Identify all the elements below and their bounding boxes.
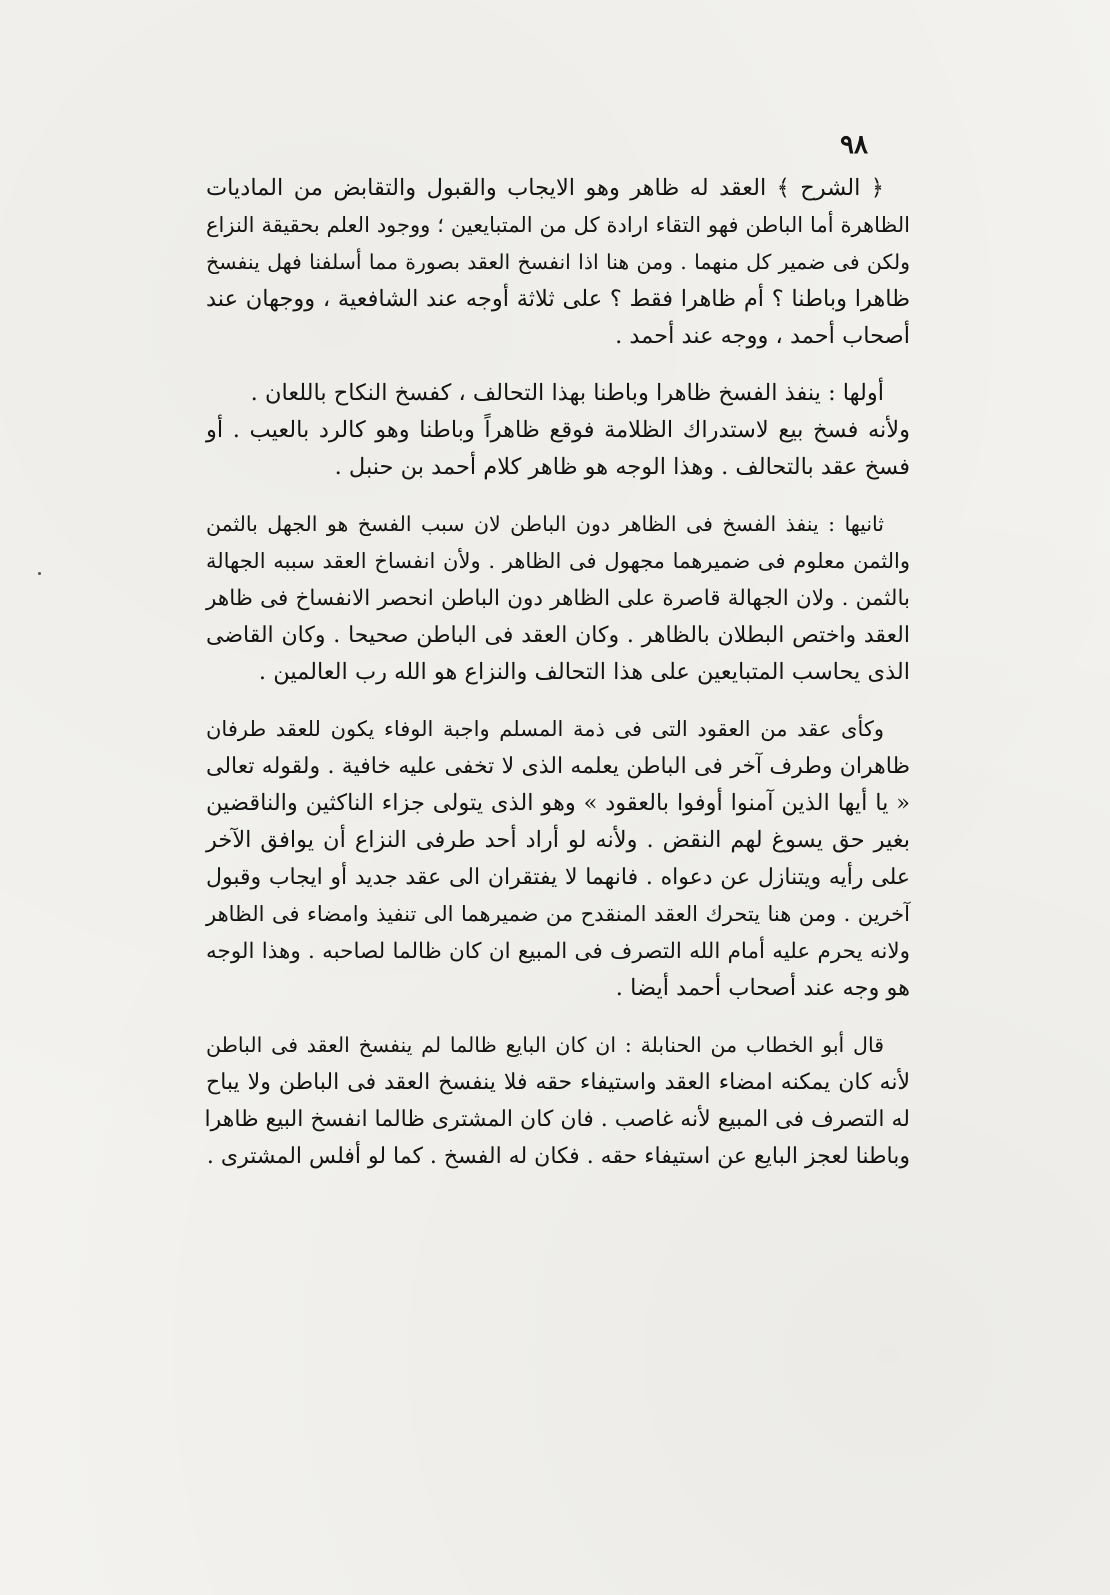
text-line: وكأى عقد من العقود التى فى ذمة المسلم واجبة الوفاء يكون للعقد طرفان bbox=[206, 717, 884, 741]
text-line: قال أبو الخطاب من الحنابلة : ان كان البايع ظالما لم ينفسخ العقد فى الباطن bbox=[206, 1033, 884, 1057]
text-line: ولكن فى ضمير كل منهما . ومن هنا اذا انفسخ العقد بصورة مما أسلفنا فهل ينفسخ bbox=[206, 250, 910, 274]
text-line: فسخ عقد بالتحالف . وهذا الوجه هو ظاهر كلام أحمد بن حنبل . bbox=[334, 454, 910, 480]
text-line: والثمن معلوم فى ضميرهما مجهول فى الظاهر . ولأن انفساخ العقد سببه الجهالة bbox=[206, 549, 910, 573]
page-number: ٩٨ bbox=[840, 130, 868, 160]
text-line: ولانه يحرم عليه أمام الله التصرف فى المبيع ان كان ظالما لصاحبه . وهذا الوجه bbox=[206, 939, 910, 964]
text-line: ﴿ الشرح ﴾ العقد له ظاهر وهو الايجاب والقبول والتقابض من الماديات bbox=[206, 175, 884, 201]
text-line: « يا أيها الذين آمنوا أوفوا بالعقود » وهو الذى يتولى جزاء الناكثين والناقضين bbox=[206, 790, 910, 816]
paragraph-gap bbox=[206, 355, 910, 375]
text-line: له التصرف فى المبيع لأنه غاصب . فان كان المشترى ظالما انفسخ البيع ظاهرا bbox=[204, 1107, 910, 1132]
scan-speck bbox=[38, 572, 41, 575]
body-text bbox=[206, 170, 910, 1175]
text-line: ظاهران وطرف آخر فى الباطن يعلمه الذى لا تخفى عليه خافية . ولقوله تعالى bbox=[206, 754, 910, 779]
text-line: ولأنه فسخ بيع لاستدراك الظلامة فوقع ظاهراً وباطنا وهو كالرد بالعيب . أو bbox=[206, 417, 910, 443]
paragraph-contract-sides bbox=[206, 711, 910, 1007]
text-line: آخرين . ومن هنا يتحرك العقد المنقدح من ضميرهما الى تنفيذ وامضاء فى الظاهر bbox=[206, 902, 910, 926]
paragraph-gap bbox=[206, 691, 910, 711]
text-line: على رأيه ويتنازل عن دعواه . فانهما لا يفتقران الى عقد جديد أو ايجاب وقبول bbox=[206, 865, 910, 890]
text-line: وباطنا لعجز البايع عن استيفاء حقه . فكان له الفسخ . كما لو أفلس المشترى . bbox=[206, 1144, 910, 1169]
paragraph-first-view bbox=[206, 375, 910, 486]
paragraph-abu-alkhattab bbox=[206, 1027, 910, 1175]
paragraph-gap bbox=[206, 1007, 910, 1027]
text-line: الذى يحاسب المتبايعين على هذا التحالف والنزاع هو الله رب العالمين . bbox=[258, 659, 910, 685]
text-line: أولها : ينفذ الفسخ ظاهرا وباطنا بهذا التحالف ، كفسخ النكاح باللعان . bbox=[250, 380, 884, 406]
text-line: هو وجه عند أصحاب أحمد أيضا . bbox=[615, 975, 910, 1001]
text-line: ثانيها : ينفذ الفسخ فى الظاهر دون الباطن لان سبب الفسخ هو الجهل بالثمن bbox=[206, 512, 884, 536]
paragraph-gap bbox=[206, 486, 910, 506]
paragraph-second-view bbox=[206, 506, 910, 691]
text-line: ظاهرا وباطنا ؟ أم ظاهرا فقط ؟ على ثلاثة أوجه عند الشافعية ، ووجهان عند bbox=[206, 286, 910, 312]
text-line: الظاهرة أما الباطن فهو التقاء ارادة كل من المتبايعين ؛ ووجود العلم بحقيقة النزاع bbox=[206, 213, 910, 237]
text-line: أصحاب أحمد ، ووجه عند أحمد . bbox=[615, 323, 910, 349]
text-line: لأنه كان يمكنه امضاء العقد واستيفاء حقه فلا ينفسخ العقد فى الباطن ولا يباح bbox=[206, 1070, 910, 1095]
paragraph-sharh bbox=[206, 170, 910, 355]
text-line: بالثمن . ولان الجهالة قاصرة على الظاهر دون الباطن انحصر الانفساخ فى ظاهر bbox=[206, 586, 910, 611]
text-line: العقد واختص البطلان بالظاهر . وكان العقد فى الباطن صحيحا . وكان القاضى bbox=[206, 623, 910, 648]
text-line: بغير حق يسوغ لهم النقض . ولأنه لو أراد أحد طرفى النزاع أن يوافق الآخر bbox=[206, 827, 910, 853]
